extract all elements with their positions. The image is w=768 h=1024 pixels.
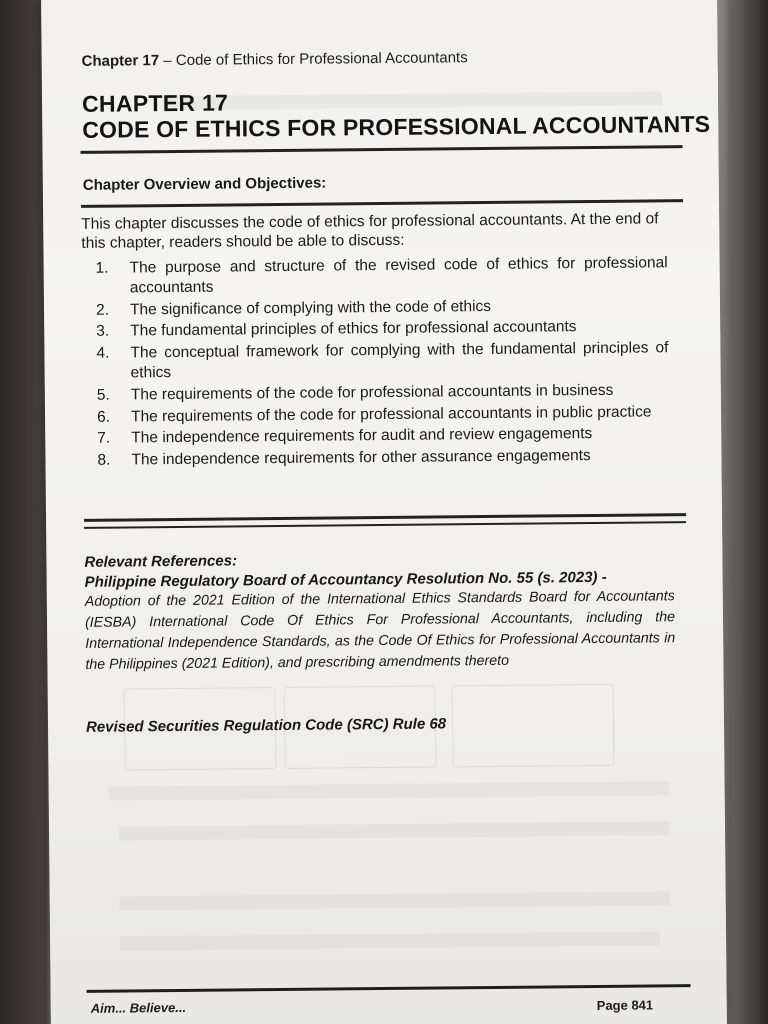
book-page	[41, 0, 727, 1024]
list-item-text: The requirements of the code for professional accountants in public practice	[130, 403, 652, 426]
bleed-through-box	[452, 684, 615, 768]
bleed-through-line	[119, 821, 669, 840]
list-item-number: 2.	[95, 301, 110, 319]
list-item-text: The conceptual framework for complying with the fundamental principles of ethics	[130, 339, 669, 382]
list-item-text: The purpose and structure of the revised code of ethics for professional accountants	[129, 254, 668, 297]
list-item-number: 4.	[96, 344, 110, 362]
running-head-title: – Code of Ethics for Professional Accountants	[159, 49, 468, 70]
chapter-title: CODE OF ETHICS FOR PROFESSIONAL ACCOUNTANTS	[82, 110, 711, 143]
bleed-through-line	[162, 91, 662, 110]
list-item-number: 5.	[96, 386, 110, 404]
references-block	[84, 548, 675, 676]
list-item	[96, 295, 668, 320]
bleed-through-line	[109, 781, 669, 800]
running-head-chapter: Chapter 17	[81, 52, 160, 70]
title-underline	[81, 145, 683, 154]
references-heading: Relevant References:	[84, 552, 238, 571]
page-number: Page 841	[596, 997, 654, 1013]
footer-motto: Aim... Believe...	[90, 999, 187, 1016]
list-item-text: The fundamental principles of ethics for professional accountants	[130, 318, 577, 340]
section-divider-bottom	[84, 521, 686, 528]
footer-rule	[87, 984, 691, 993]
list-item-text: The independence requirements for audit and review engagements	[131, 425, 593, 447]
overview-intro: This chapter discusses the code of ethics for professional accountants. At the end of this chapter, readers should be able to discuss:	[81, 210, 659, 252]
list-item	[97, 424, 669, 449]
list-item	[96, 253, 668, 298]
list-item-text: The significance of complying with the code of ethics	[129, 297, 492, 319]
references-body: Adoption of the 2021 Edition of the International Ethics Standards Board for Accountants (IESBA) International Code Of Ethics For Professional Accountants, including the International Independence Standards, as the Code Of Ethics for Professional Accountants in the Philippines (2021 Edition), and prescribing amendments thereto	[84, 588, 676, 673]
list-item	[97, 445, 669, 470]
list-item-text: The requirements of the code for professional accountants in business	[130, 381, 614, 404]
list-item-number: 3.	[96, 323, 110, 341]
bleed-through-line	[120, 891, 670, 910]
list-item	[96, 338, 668, 383]
references-main: Philippine Regulatory Board of Accountancy Resolution No. 55 (s. 2023) -	[84, 568, 607, 591]
list-item	[97, 402, 669, 427]
objectives-list	[96, 253, 670, 472]
running-head	[82, 49, 468, 70]
section-divider-top	[84, 513, 686, 521]
bleed-through-line	[120, 931, 660, 950]
list-item	[96, 317, 668, 342]
src-reference: Revised Securities Regulation Code (SRC) Rule 68	[85, 715, 447, 736]
overview-rule	[81, 199, 683, 207]
chapter-number: CHAPTER 17	[81, 89, 229, 117]
list-item-number: 6.	[96, 408, 111, 426]
overview-heading: Chapter Overview and Objectives:	[82, 174, 327, 194]
list-item-text: The independence requirements for other assurance engagements	[131, 447, 591, 469]
list-item	[97, 380, 669, 405]
list-item-number: 1.	[95, 259, 109, 277]
list-item-number: 8.	[97, 451, 111, 469]
list-item-number: 7.	[97, 430, 111, 448]
